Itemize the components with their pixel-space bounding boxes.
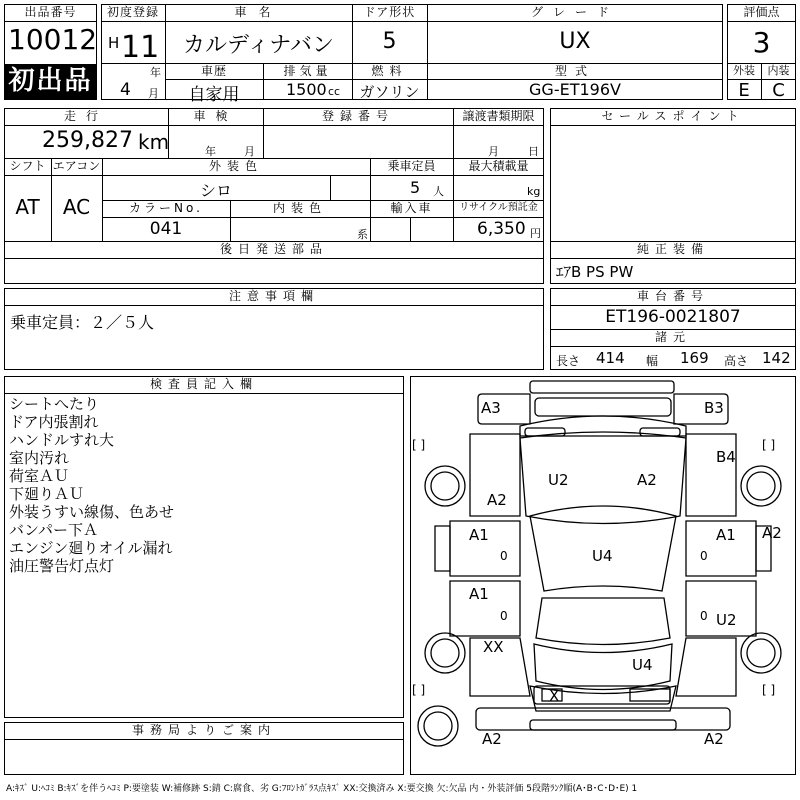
reg-month: 4 [120, 80, 131, 100]
recycle-label: リサイクル預託金 [459, 202, 538, 213]
car-name-label: 車名 [234, 5, 283, 19]
sales-point-label: セールスポイント [601, 109, 745, 123]
list-item: 荷室ＡＵ [9, 467, 70, 485]
lot-number: 10012 [8, 23, 98, 56]
bracket-left-2: [ ] [412, 683, 426, 697]
score-value: 3 [752, 26, 771, 59]
reg-number-label: 登録番号 [321, 109, 394, 123]
int-color-label: 内装色 [272, 201, 327, 215]
kei-unit: 系 [357, 228, 368, 241]
mileage-value: 259,827 [42, 128, 133, 153]
width-label: 幅 [646, 354, 659, 368]
km-unit: km [138, 130, 170, 154]
list-item: ハンドルすれ大 [9, 431, 115, 449]
year-unit: 年 [150, 66, 161, 79]
first-reg-label: 初度登録 [106, 5, 159, 19]
damage-a1-rf-door: A1 [716, 526, 736, 544]
damage-u4-hood: U4 [632, 656, 653, 674]
exterior-label: 外装 [733, 64, 755, 77]
list-item: 外装うすい線傷、色あせ [9, 503, 175, 521]
capacity-label: 乗車定員 [387, 159, 436, 173]
history-value: 自家用 [188, 85, 240, 105]
shift-value: AT [15, 195, 40, 219]
car-diagram [410, 376, 796, 775]
bracket-right-1: [ ] [762, 438, 776, 452]
office-notice-label: 事務局よりご案内 [131, 723, 276, 737]
damage-b3: B3 [704, 399, 724, 417]
interior-grade: C [772, 80, 785, 101]
genuine-equip-value: ｴｱB PS PW [556, 263, 634, 281]
grade-label: グレード [530, 5, 619, 19]
list-item: 油圧警告灯点灯 [9, 557, 115, 575]
first-listing-badge: 初出品 [5, 64, 96, 99]
bracket-right-2: [ ] [762, 683, 776, 697]
history-label: 車歴 [200, 64, 227, 78]
fuel-label: 燃料 [371, 64, 408, 78]
length-value: 414 [596, 349, 625, 367]
damage-zero-1: 0 [500, 549, 508, 563]
displacement-value: 1500 [286, 80, 327, 99]
length-label: 長さ [556, 354, 581, 368]
inspection-month-unit: 月 [244, 145, 255, 158]
damage-x-grille: X [549, 687, 560, 705]
inspector-label: 検査員記入欄 [149, 377, 258, 391]
damage-zero-2: 0 [700, 549, 708, 563]
list-item: 室内汚れ [9, 449, 70, 467]
kg-unit: kg [527, 185, 541, 198]
door-label: ドア形状 [363, 5, 416, 19]
fuel-value: ガソリン [359, 83, 420, 101]
damage-u2-roof: U2 [548, 471, 569, 489]
car-name: カルディナバン [183, 33, 334, 58]
ext-color-value: シロ [199, 181, 232, 200]
color-no-label: カラーNo. [129, 201, 203, 215]
width-value: 169 [680, 349, 709, 367]
damage-xx: XX [483, 638, 504, 656]
deadline-month-unit: 月 [488, 145, 499, 158]
damage-b4: B4 [716, 448, 736, 466]
legend-text: A:ｷｽﾞ U:ﾍｺﾐ B:ｷｽﾞを伴うﾍｺﾐ P:要塗装 W:補修跡 S:錆 C:腐食、劣 G:ﾌﾛﾝﾄｶﾞﾗｽ点ｷｽﾞ XX:交換済み X:要交換 欠:欠品 内・外装評価 5段階ﾗﾝｸ順(A･B･C･D･E) 1 [6, 784, 638, 794]
genuine-equip-label: 純正装備 [636, 242, 709, 256]
list-item: 下廻りＡＵ [9, 485, 85, 503]
model-code-label: 型式 [554, 64, 595, 78]
displacement-label: 排気量 [283, 64, 332, 78]
model-code-value: GG-ET196V [529, 80, 621, 99]
list-item: ドア内張割れ [9, 413, 99, 431]
aircon-label: エアコン [52, 159, 101, 173]
damage-a1-lr-door: A1 [469, 585, 489, 603]
damage-u2-rr-door: U2 [716, 611, 737, 629]
damage-a3: A3 [481, 399, 501, 417]
damage-a2-left-front: A2 [487, 491, 507, 509]
recycle-value: 6,350 [477, 219, 526, 239]
chassis-label: 車台番号 [636, 289, 709, 303]
deadline-day-unit: 日 [528, 145, 539, 158]
transfer-deadline-label: 譲渡書類期限 [462, 109, 535, 123]
damage-a2-roof: A2 [637, 471, 657, 489]
list-item: エンジン廻りオイル漏れ [9, 539, 173, 557]
damage-a2-bumper-right: A2 [704, 730, 724, 748]
damage-u4-center: U4 [592, 547, 613, 565]
inspection-year-unit: 年 [205, 145, 216, 158]
max-load-label: 最大積載量 [468, 159, 529, 173]
era-letter: H [108, 34, 120, 52]
height-label: 高さ [724, 354, 749, 368]
aircon-value: AC [62, 195, 91, 219]
list-item: バンパー下Ａ [9, 521, 98, 539]
grade-value: UX [559, 29, 591, 54]
yen-unit: 円 [530, 227, 541, 240]
interior-label: 内装 [767, 64, 790, 77]
later-parts-label: 後日発送部品 [219, 242, 328, 256]
damage-zero-4: 0 [700, 609, 708, 623]
capacity-value: 5 [410, 178, 421, 197]
door-count: 5 [382, 29, 397, 54]
notes-label: 注意事項欄 [228, 289, 319, 303]
inspection-label: 車検 [193, 109, 238, 123]
height-value: 142 [762, 349, 791, 367]
mileage-label: 走行 [63, 109, 108, 123]
cc-unit: cc [328, 85, 341, 98]
note-text: 乗車定員：２／５人 [10, 313, 155, 332]
chassis-value: ET196-0021807 [605, 307, 741, 327]
month-unit: 月 [148, 87, 159, 100]
lot-number-label: 出品番号 [24, 5, 77, 19]
import-label: 輸入車 [390, 201, 433, 215]
score-label: 評価点 [743, 5, 780, 19]
ext-color-label: 外装色 [208, 159, 263, 173]
color-no-value: 041 [149, 219, 183, 239]
damage-a2-bumper-left: A2 [482, 730, 502, 748]
damage-a1-lf-door: A1 [469, 526, 489, 544]
inspector-note-list [9, 395, 174, 575]
list-item: シートへたり [9, 395, 100, 413]
bracket-left-1: [ ] [412, 438, 426, 452]
people-unit: 人 [433, 185, 444, 198]
damage-zero-3: 0 [500, 609, 508, 623]
exterior-grade: E [738, 80, 750, 101]
shift-label: シフト [9, 159, 46, 173]
damage-a2-right-front: A2 [762, 524, 782, 542]
reg-year: 11 [121, 30, 160, 65]
dimensions-label: 諸元 [654, 330, 691, 344]
